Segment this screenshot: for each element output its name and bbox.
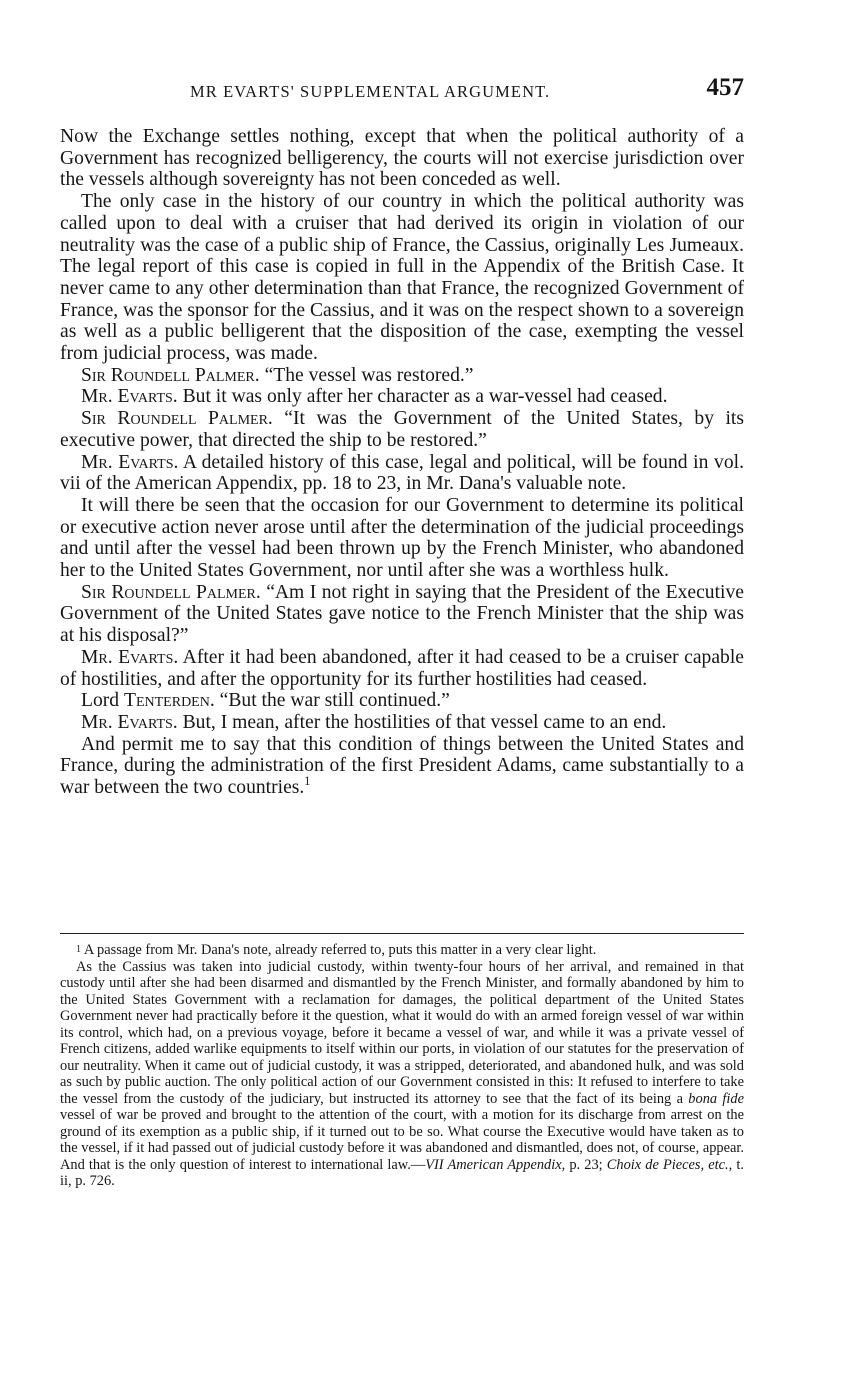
paragraph: Now the Exchange settles nothing, except that when the political authority of a Government has recognized belligerency, the courts will not exercise jurisdiction over the vessels although sovereignty has not been conceded as well.: [60, 126, 744, 191]
paragraph: The only case in the history of our country in which the political authority was called upon to deal with a cruiser that had derived its origin in violation of our neutrality was the case of a public ship of France, the Cassius, originally Les Jumeaux. The legal report of this case is copied in full in the Appendix of the British Case. It never came to any other determination than that France, the recognized Government of France, was the sponsor for the Cassius, and it was on the respect shown to a sovereign as well as a public belligerent that the disposition of the case, exempting the vessel from judicial process, was made.: [60, 191, 744, 365]
dialogue-paragraph: Lord Tenterden. “But the war still continued.”: [81, 690, 450, 712]
footnotes: [60, 942, 744, 1190]
speaker-name: Sir Roundell Palmer.: [81, 408, 273, 430]
dialogue-paragraph: Sir Roundell Palmer. “The vessel was restored.”: [81, 364, 474, 386]
page-header: [60, 74, 744, 114]
dialogue-paragraph: Mr. Evarts. But it was only after her character as a war-vessel had ceased.: [81, 386, 668, 408]
running-title: MR EVARTS' SUPPLEMENTAL ARGUMENT.: [190, 82, 551, 101]
speaker-name: Tenterden.: [124, 690, 215, 712]
speaker-name: Mr. Evarts.: [81, 646, 179, 668]
dialogue-paragraph: Sir Roundell Palmer. “Am I not right in saying that the President of the Executive Government of the United States gave notice to the French Minister that the ship was at his disposal?”: [60, 581, 744, 647]
footnote-reference: 1: [304, 774, 311, 789]
paragraph: It will there be seen that the occasion for our Government to determine its political or executive action never arose until after the determination of the judicial proceedings and until after the vessel had been thrown up by the French Minister, who abandoned her to the United States Government, nor until after she was a worthless hulk.: [60, 494, 744, 582]
footnote-marker: 1: [76, 944, 82, 955]
main-text: [60, 126, 744, 799]
dialogue-paragraph: Sir Roundell Palmer. “It was the Government of the United States, by its executive power, that directed the ship to be restored.”: [60, 408, 744, 451]
dialogue-paragraph: Mr. Evarts. After it had been abandoned, after it had ceased to be a cruiser capable of hostilities, and after the opportunity for its further hostilities had ceased.: [60, 646, 744, 690]
speaker-name: Mr. Evarts.: [81, 711, 178, 733]
speaker-name: Mr. Evarts.: [81, 386, 178, 408]
footnote: $^1$ A passage from Mr. Dana's note, already referred to, puts this matter in a very clear light.: [76, 942, 597, 958]
speaker-name: Mr. Evarts.: [81, 451, 179, 473]
speaker-name: Sir Roundell Palmer.: [81, 364, 260, 386]
footnote-divider: [60, 933, 744, 934]
paragraph: And permit me to say that this condition of things between the United States and France, during the administration of the first President Adams, came substantially to a war between the two countries.$^1$: [60, 733, 744, 799]
dialogue-paragraph: Mr. Evarts. A detailed history of this case, legal and political, will be found in vol. vii of the American Appendix, pp. 18 to 23, in Mr. Dana's valuable note.: [60, 451, 744, 495]
page-number: 457: [706, 74, 744, 101]
speaker-name: Sir Roundell Palmer.: [81, 581, 261, 603]
dialogue-paragraph: Mr. Evarts. But, I mean, after the hostilities of that vessel came to an end.: [81, 711, 667, 733]
footnote-continued: As the Cassius was taken into judicial custody, within twenty-four hours of her arrival, and remained in that custody until after she had been disarmed and dismantled by the French Minister, and formally abandoned by him to the United States Government with a reclamation for damages, the political department of the United States Government never had practically before it the question, what it would do with an armed foreign vessel of war within its control, which had, on a previous voyage, before it became a vessel of war, and while it was a private vessel of French citizens, added warlike equipments to itself within our ports, in violation of our statutes for the preservation of our neutrality. When it came out of judicial custody, it was a stripped, deteriorated, and abandoned hulk, and was sold as such by public auction. The only political action of our Government consisted in this: It refused to interfere to take the vessel from the custody of the judiciary, but instructed its attorney to see that the fact of its being a bona fide vessel of war be proved and brought to the attention of the court, with a motion for its discharge from arrest on the ground of its exemption as a public ship, if it turned out to be so. What course the Executive would have taken as to the vessel, if it had passed out of judicial custody before it was abandoned and dismantled, does not, of course, appear. And that is the only question of interest to international law.—VII American Appendix, p. 23; Choix de Pieces, etc., t. ii, p. 726.: [60, 958, 744, 1189]
